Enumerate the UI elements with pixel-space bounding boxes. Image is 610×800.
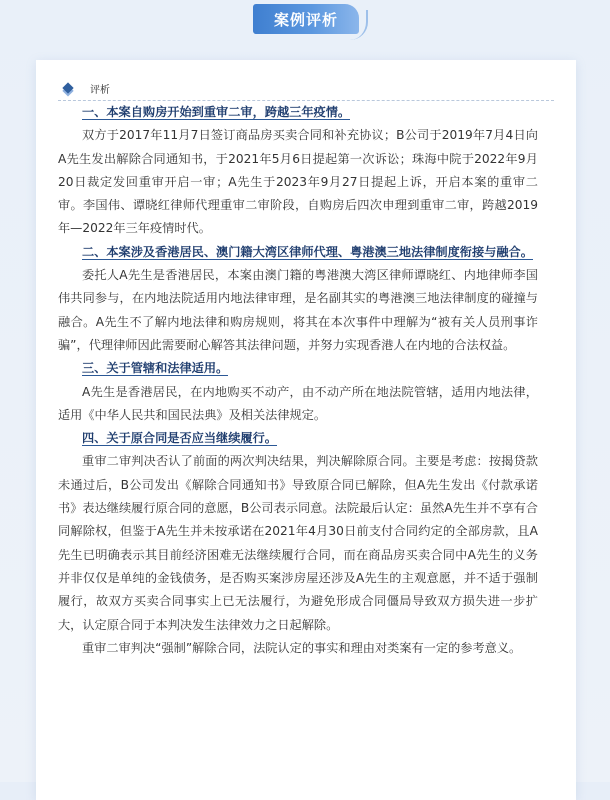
section-heading-2: 二、本案涉及香港居民、澳门籍大湾区律师代理、粤港澳三地法律制度衔接与融合。 bbox=[82, 244, 533, 259]
paragraph: 委托人A先生是香港居民，本案由澳门籍的粤港澳大湾区律师谭晓红、内地律师李国伟共同参与，在内地法院适用内地法律审理，是名副其实的粤港澳三地法律制度的碰撞与融合。A先生不了解内地法律和购房规则，将其在本次事件中理解为“被有关人员刑事诈骗”，代理律师因此需要耐心解答其法律问题，并努力实现香港人在内地的合法权益。 bbox=[58, 268, 538, 352]
banner-title: 案例评析 bbox=[253, 4, 359, 34]
banner-decoration bbox=[344, 10, 368, 40]
section-heading-1: 一、本案自购房开始到重审二审，跨越三年疫情。 bbox=[82, 105, 351, 119]
section-banner bbox=[0, 0, 610, 60]
section-heading-4: 四、关于原合同是否应当继续履行。 bbox=[82, 431, 277, 446]
analysis-card bbox=[36, 60, 576, 800]
article-body bbox=[58, 101, 538, 660]
card-header bbox=[58, 80, 110, 96]
paragraph: 重审二审判决否认了前面的两次判决结果，判决解除原合同。主要是考虑：按揭贷款未通过后，B公司发出《解除合同通知书》导致原合同已解除，但A先生发出《付款承诺书》表达继续履行原合同的意愿，B公司表示同意。法院最后认定：虽然A先生并不享有合同解除权，但鉴于A先生并未按承诺在2021年4月30日前支付合同约定的全部房款，且A先生已明确表示其目前经济困难无法继续履行合同，而在商品房买卖合同中A先生的义务并非仅仅是单纯的金钱债务，是否购买案涉房屋还涉及A先生的主观意愿，并不适于强制履行，故双方买卖合同事实上已无法履行，为避免形成合同僵局导致双方损失进一步扩大，认定原合同于本判决发生法律效力之日起解除。 bbox=[58, 454, 538, 632]
card-label: 评析 bbox=[90, 84, 110, 96]
paragraph: 重审二审判决“强制”解除合同，法院认定的事实和理由对类案有一定的参考意义。 bbox=[82, 640, 522, 655]
section-heading-3: 三、关于管辖和法律适用。 bbox=[82, 361, 229, 376]
diamond-icon bbox=[62, 82, 73, 93]
paragraph: A先生是香港居民，在内地购买不动产，由不动产所在地法院管辖，适用内地法律，适用《中华人民共和国民法典》及相关法律规定。 bbox=[58, 384, 538, 422]
paragraph: 双方于2017年11月7日签订商品房买卖合同和补充协议；B公司于2019年7月4日向A先生发出解除合同通知书，于2021年5月6日提起第一次诉讼；珠海中院于2022年9月20日裁定发回重审开启一审；A先生于2023年9月27日提起上诉，开启本案的重审二审。李国伟、谭晓红律师代理重审二审阶段，自购房后四次申理到重审二审，跨越2019年—2022年三年疫情时代。 bbox=[58, 128, 538, 236]
